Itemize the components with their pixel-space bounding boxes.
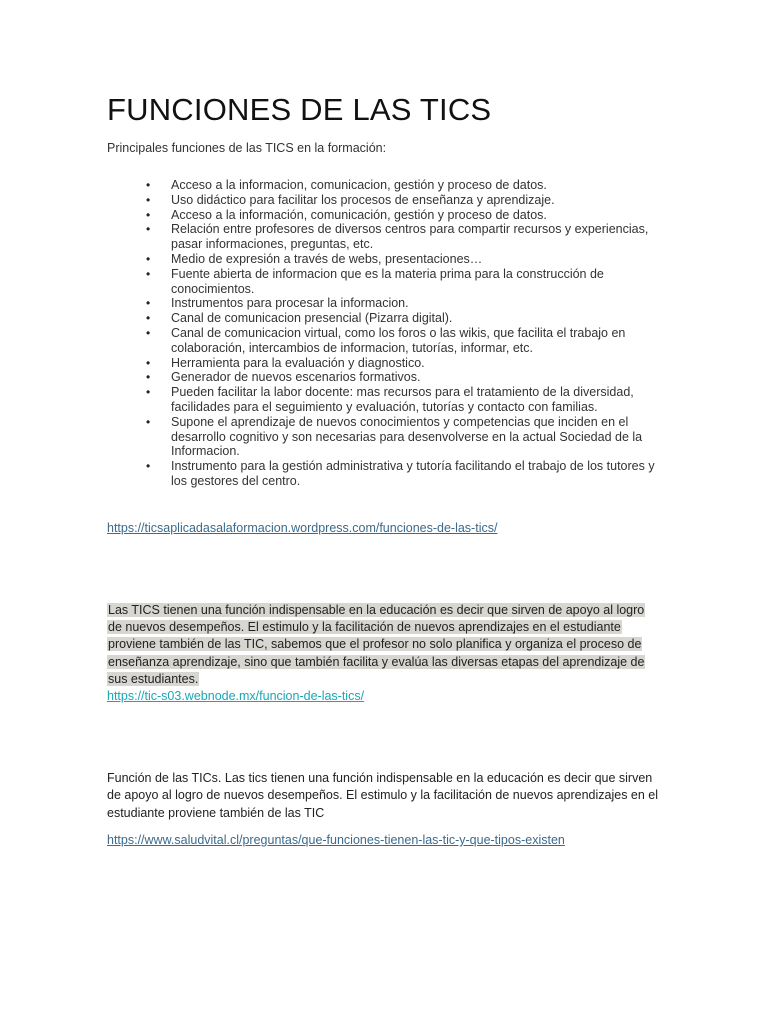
- highlighted-paragraph: [107, 602, 652, 688]
- list-item-text: Uso didáctico para facilitar los procesos de enseñanza y aprendizaje.: [171, 192, 555, 207]
- list-item-text: Acceso a la informacion, comunicacion, gestión y proceso de datos.: [171, 178, 547, 192]
- list-item: [146, 267, 666, 297]
- list-item-text: Medio de expresión a través de webs, presentaciones…: [171, 251, 483, 266]
- bullet-icon: •: [146, 178, 151, 192]
- list-item: [146, 326, 666, 356]
- bullet-icon: •: [146, 385, 151, 400]
- source-link-saludvital[interactable]: https://www.saludvital.cl/preguntas/que-funciones-tienen-las-tic-y-que-tipos-existen: [107, 833, 565, 847]
- bullet-icon: •: [146, 311, 151, 326]
- list-item-text: Acceso a la información, comunicación, gestión y proceso de datos.: [171, 207, 547, 222]
- bullet-icon: •: [146, 325, 151, 340]
- functions-list: [146, 178, 666, 489]
- list-item-text: Generador de nuevos escenarios formativos.: [171, 370, 421, 385]
- list-item: [146, 370, 666, 385]
- bullet-icon: •: [146, 192, 151, 207]
- bullet-icon: •: [146, 414, 151, 429]
- list-item: [146, 178, 666, 193]
- intro-text: Principales funciones de las TICS en la formación:: [107, 141, 387, 155]
- paragraph-funcion-tics: Función de las TICs. Las tics tienen una función indispensable en la educación es decir que sirven de apoyo al logro de nuevos desempeños. El estimulo y la facilitación de nuevos aprendizajes en el estudiante proviene también de las TIC: [107, 771, 659, 820]
- bullet-icon: •: [146, 370, 151, 385]
- list-item: [146, 208, 666, 223]
- list-item: [146, 356, 666, 371]
- list-item: [146, 415, 666, 459]
- bullet-icon: •: [146, 222, 151, 237]
- list-item-text: Fuente abierta de informacion que es la materia prima para la construcción de conocimientos.: [171, 266, 604, 296]
- list-item-text: Supone el aprendizaje de nuevos conocimientos y competencias que inciden en el desarrollo cognitivo y son necesarias para desenvolverse en la actual Sociedad de la Informacion.: [171, 414, 643, 459]
- list-item: [146, 222, 666, 252]
- list-item: [146, 193, 666, 208]
- list-item: [146, 296, 666, 311]
- list-item-text: Relación entre profesores de diversos centros para compartir recursos y experiencias, pasar informaciones, preguntas, etc.: [171, 222, 649, 252]
- bullet-icon: •: [146, 296, 151, 311]
- bullet-icon: •: [146, 266, 151, 281]
- bullet-icon: •: [146, 355, 151, 370]
- list-item-text: Canal de comunicacion virtual, como los foros o las wikis, que facilita el trabajo en colaboración, intercambios de informacion, tutorías, informar, etc.: [171, 325, 626, 355]
- list-item-text: Pueden facilitar la labor docente: mas recursos para el tratamiento de la diversidad, facilidades para el seguimiento y evaluación, tutorías y contacto con familias.: [171, 385, 634, 414]
- bullet-icon: •: [146, 251, 151, 266]
- source-link-webnode[interactable]: https://tic-s03.webnode.mx/funcion-de-las-tics/: [107, 689, 365, 703]
- bullet-icon: •: [146, 207, 151, 222]
- highlighted-text: Las TICS tienen una función indispensable en la educación es decir que sirven de apoyo al logro de nuevos desempeños. El estimulo y la facilitación de nuevos aprendizajes en el estudiante proviene también de las TIC, sabemos que el profesor no solo planifica y organiza el proceso de enseñanza aprendizaje, sino que también facilita y evalúa las diversas etapas del aprendizaje de sus estudiantes.: [108, 603, 645, 686]
- source-link-wordpress[interactable]: https://ticsaplicadasalaformacion.wordpress.com/funciones-de-las-tics/: [107, 521, 498, 535]
- page-title: FUNCIONES DE LAS TICS: [107, 92, 492, 127]
- list-item: [146, 385, 666, 415]
- list-item-text: Instrumentos para procesar la informacion.: [171, 296, 409, 311]
- list-item: [146, 459, 666, 489]
- bullet-icon: •: [146, 459, 151, 474]
- list-item-text: Herramienta para la evaluación y diagnostico.: [171, 355, 425, 370]
- list-item-text: Instrumento para la gestión administrativa y tutoría facilitando el trabajo de los tutores y los gestores del centro.: [171, 459, 655, 488]
- list-item: [146, 311, 666, 326]
- list-item-text: Canal de comunicacion presencial (Pizarra digital).: [171, 311, 453, 326]
- list-item: [146, 252, 666, 267]
